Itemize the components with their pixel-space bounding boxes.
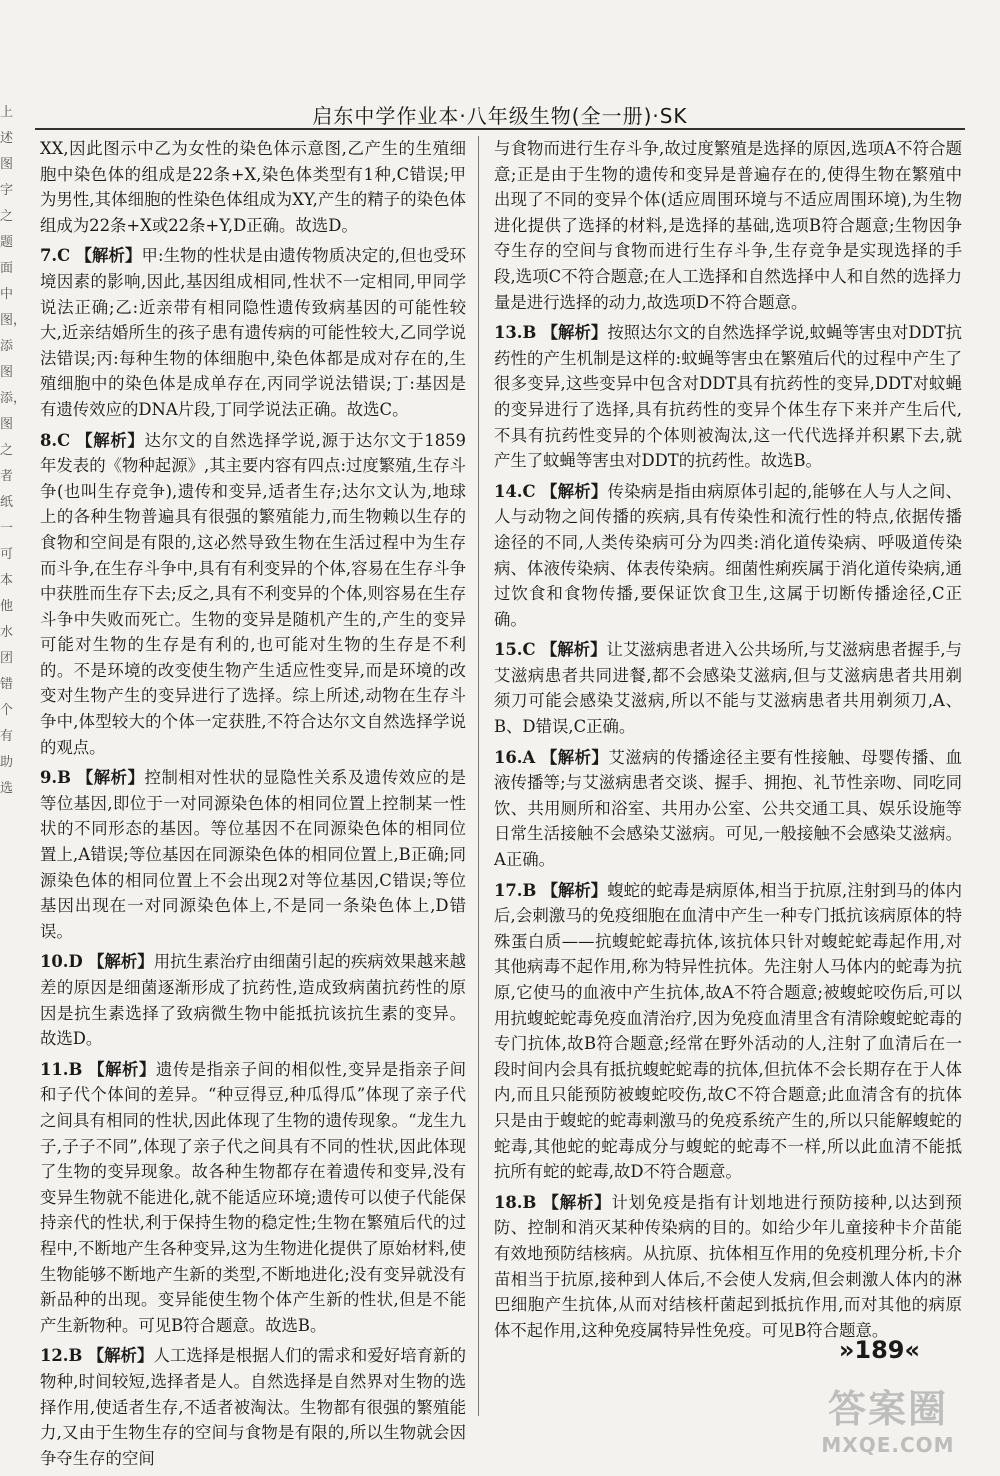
answer-item: 16.A 【解析】艾滋病的传播途径主要有性接触、母婴传播、血液传播等;与艾滋病患者交谈、握手、拥抱、礼节性亲吻、同吃同饮、共用厕所和浴室、共用办公室、公共交通工具、娱乐设施等日常生活接触不会感染艾滋病。可见,一般接触不会感染艾滋病。A正确。	[494, 747, 963, 870]
answer-item: 与食物而进行生存斗争,故过度繁殖是选择的原因,选项A不符合题意;正是由于生物的遗传和变异是普遍存在的,使得生物在繁殖中出现了不同的变异个体(适应周围环境与不适应周围环境),为生物进化提供了选择的材料,是选择的基础,选项B符合题意;生物因争夺生存的空间与食物而进行生存斗争,生存竞争是实现选择的手段,选项C不符合题意;在人工选择和自然选择中人和自然的选择力量是进行选择的动力,故选项D不符合题意。	[494, 139, 962, 312]
right-column	[494, 136, 962, 1348]
answer-item: XX,因此图示中乙为女性的染色体示意图,乙产生的生殖细胞中染色体的组成是22条+X,染色体类型有1种,C错误;甲为男性,其体细胞的性染色体组成为XY,产生的精子的染色体组成为22条+X或22条+Y,D正确。故选D。	[40, 139, 466, 235]
answer-item: 11.B 【解析】遗传是指亲子间的相似性,变异是指亲子间和子代个体间的差异。“种豆得豆,种瓜得瓜”体现了亲子代之间具有相同的性状,因此体现了生物的遗传现象。“龙生九子,子子不同”,体现了亲子代之间具有不同的性状,因此体现了生物的变异现象。故各种生物都存在着遗传和变异,没有变异生物就不能进化,就不能适应环境;遗传可以使子代能保持亲代的性状,利于保持生物的稳定性;生物在繁殖后代的过程中,不断地产生各种变异,这为生物进化提供了原始材料,使生物能够不断地产生新的类型,不断地进化;没有变异就没有新品种的出现。变异能使生物个体产生新的性状,但是不能产生新物种。可见B符合题意。故选B。	[40, 1059, 467, 1335]
answer-item: 18.B 【解析】计划免疫是指有计划地进行预防接种,以达到预防、控制和消灭某种传染病的目的。如给少年儿童接种卡介苗能有效地预防结核病。从抗原、抗体相互作用的免疫机理分析,卡介苗相当于抗原,接种到人体后,不会使人发病,但会刺激人体内的淋巴细胞产生抗体,从而对结核杆菌起到抵抗作用,而对其他的病原体不起作用,这种免疫属特异性免疫。可见B符合题意。	[494, 1192, 963, 1340]
answer-item: 13.B 【解析】按照达尔文的自然选择学说,蚊蝇等害虫对DDT抗药性的产生机制是这样的:蚊蝇等害虫在繁殖后代的过程中产生了很多变异,这些变异中包含对DDT具有抗药性的变异,DDT对蚊蝇的变异进行了选择,具有抗药性的变异个体生存下来并产生后代,不具有抗药性变异的个体则被淘汰,这一代代选择并积累下去,就产生了蚊蝇等害虫对DDT的抗药性。故选B。	[494, 323, 962, 471]
page-number: »189«	[838, 1336, 920, 1364]
answer-item: 14.C 【解析】传染病是指由病原体引起的,能够在人与人之间、人与动物之间传播的疾病,具有传染性和流行性的特点,依据传播途径的不同,人类传染病可分为四类:消化道传染病、呼吸道传染病、体液传染病、体表传染病。细菌性痢疾属于消化道传染病,通过饮食和食物传播,要保证饮食卫生,这属于切断传播途径,C正确。	[494, 481, 962, 629]
answer-item: 15.C 【解析】让艾滋病患者进入公共场所,与艾滋病患者握手,与艾滋病患者共同进餐,都不会感染艾滋病,但与艾滋病患者共用剃须刀可能会感染艾滋病,所以不能与艾滋病患者共用剃须刀,A、B、D错误,C正确。	[494, 640, 962, 737]
answer-item: 17.B 【解析】蝮蛇的蛇毒是病原体,相当于抗原,注射到马的体内后,会刺激马的免疫细胞在血清中产生一种专门抵抗该病原体的特殊蛋白质——抗蝮蛇蛇毒抗体,该抗体只针对蝮蛇蛇毒起作用,对其他病毒不起作用,称为特异性抗体。先注射人马体内的蛇毒为抗原,它使马的血液中产生抗体,故A不符合题意;被蝮蛇咬伤后,可以用抗蝮蛇蛇毒免疫血清治疗,因为免疫血清里含有清除蝮蛇蛇毒的专门抗体,故B符合题意;经常在野外活动的人,注射了血清后在一段时间内会具有抵抗蝮蛇蛇毒的抗体,但抗体不会长期存在于人体内,而且只能预防被蝮蛇咬伤,故C不符合题意;此血清含有的抗体只是由于蝮蛇的蛇毒刺激马的免疫系统产生的,所以只能解蝮蛇的蛇毒,其他蛇的蛇毒成分与蝮蛇的蛇毒不一样,所以此血清不能抵抗所有蛇的蛇毒,故D不符合题意。	[494, 880, 963, 1182]
answer-item: 12.B 【解析】人工选择是根据人们的需求和爱好培育新的物种,时间较短,选择者是人。自然选择是自然界对生物的选择作用,使适者生存,不适者被淘汰。生物都有很强的繁殖能力,又由于生物生存的空间与食物是有限的,所以生物就会因争夺生存的空间	[40, 1346, 467, 1468]
left-column	[40, 136, 466, 1476]
page-header: 启东中学作业本·八年级生物(全一册)·SK	[312, 104, 688, 128]
watermark-text: 答案圈	[827, 1387, 948, 1431]
answer-item: 9.B 【解析】控制相对性状的显隐性关系及遗传效应的是等位基因,即位于一对同源染色体的相同位置上控制某一性状的不同形态的基因。等位基因不在同源染色体的相同位置上,A错误;等位基因在同源染色体的相同位置上,B正确;同源染色体的相同位置上不会出现2对等位基因,C错误;等位基因出现在一对同源染色体上,不是同一条染色体上,D错误。	[40, 768, 467, 941]
answer-item: 10.D 【解析】用抗生素治疗由细菌引起的疾病效果越来越差的原因是细菌逐渐形成了抗药性,造成致病菌抗药性的原因是抗生素选择了致病微生物中能抵抗该抗生素的变异。故选D。	[40, 952, 467, 1049]
answer-item: 8.C 【解析】达尔文的自然选择学说,源于达尔文于1859年发表的《物种起源》,其主要内容有四点:过度繁殖,生存斗争(也叫生存竞争),遗传和变异,适者生存;达尔文认为,地球上的各种生物普遍具有很强的繁殖能力,而生物赖以生存的食物和空间是有限的,这必然导致生物在生活过程中为生存而斗争,在生存斗争中,具有有利变异的个体,容易在生存斗争中获胜而生存下去;反之,具有不利变异的个体,则容易在生存斗争中失败而死亡。生物的变异是随机产生的,产生的变异可能对生物的生存是有利的,也可能对生物的生存是不利的。不是环境的改变使生物产生适应性变异,而是环境的改变对生物产生的变异进行了选择。综上所述,动物在生存斗争中,体型较大的个体一定获胜,不符合达尔文自然选择学说的观点。	[40, 430, 466, 757]
column-divider	[478, 136, 479, 1416]
header-rule	[35, 128, 965, 130]
margin-bleed-text: 上述图字之题面中图，添图添，图之者纸一可本他水团错个有助选	[0, 105, 27, 796]
answer-item: 7.C 【解析】甲:生物的性状是由遗传物质决定的,但也受环境因素的影响,因此,基因组成相同,性状不一定相同,甲同学说法正确;乙:近亲带有相同隐性遗传致病基因的可能性较大,近亲结婚所生的孩子患有遗传病的可能性较大,乙同学说法错误;丙:每种生物的体细胞中,染色体都是成对存在的,生殖细胞中的染色体是成单存在,丙同学说法错误;丁:基因是有遗传效应的DNA片段,丁同学说法正确。故选C。	[40, 246, 466, 419]
watermark-url: MXQE.COM	[821, 1433, 955, 1457]
watermark-logo	[808, 1378, 968, 1457]
